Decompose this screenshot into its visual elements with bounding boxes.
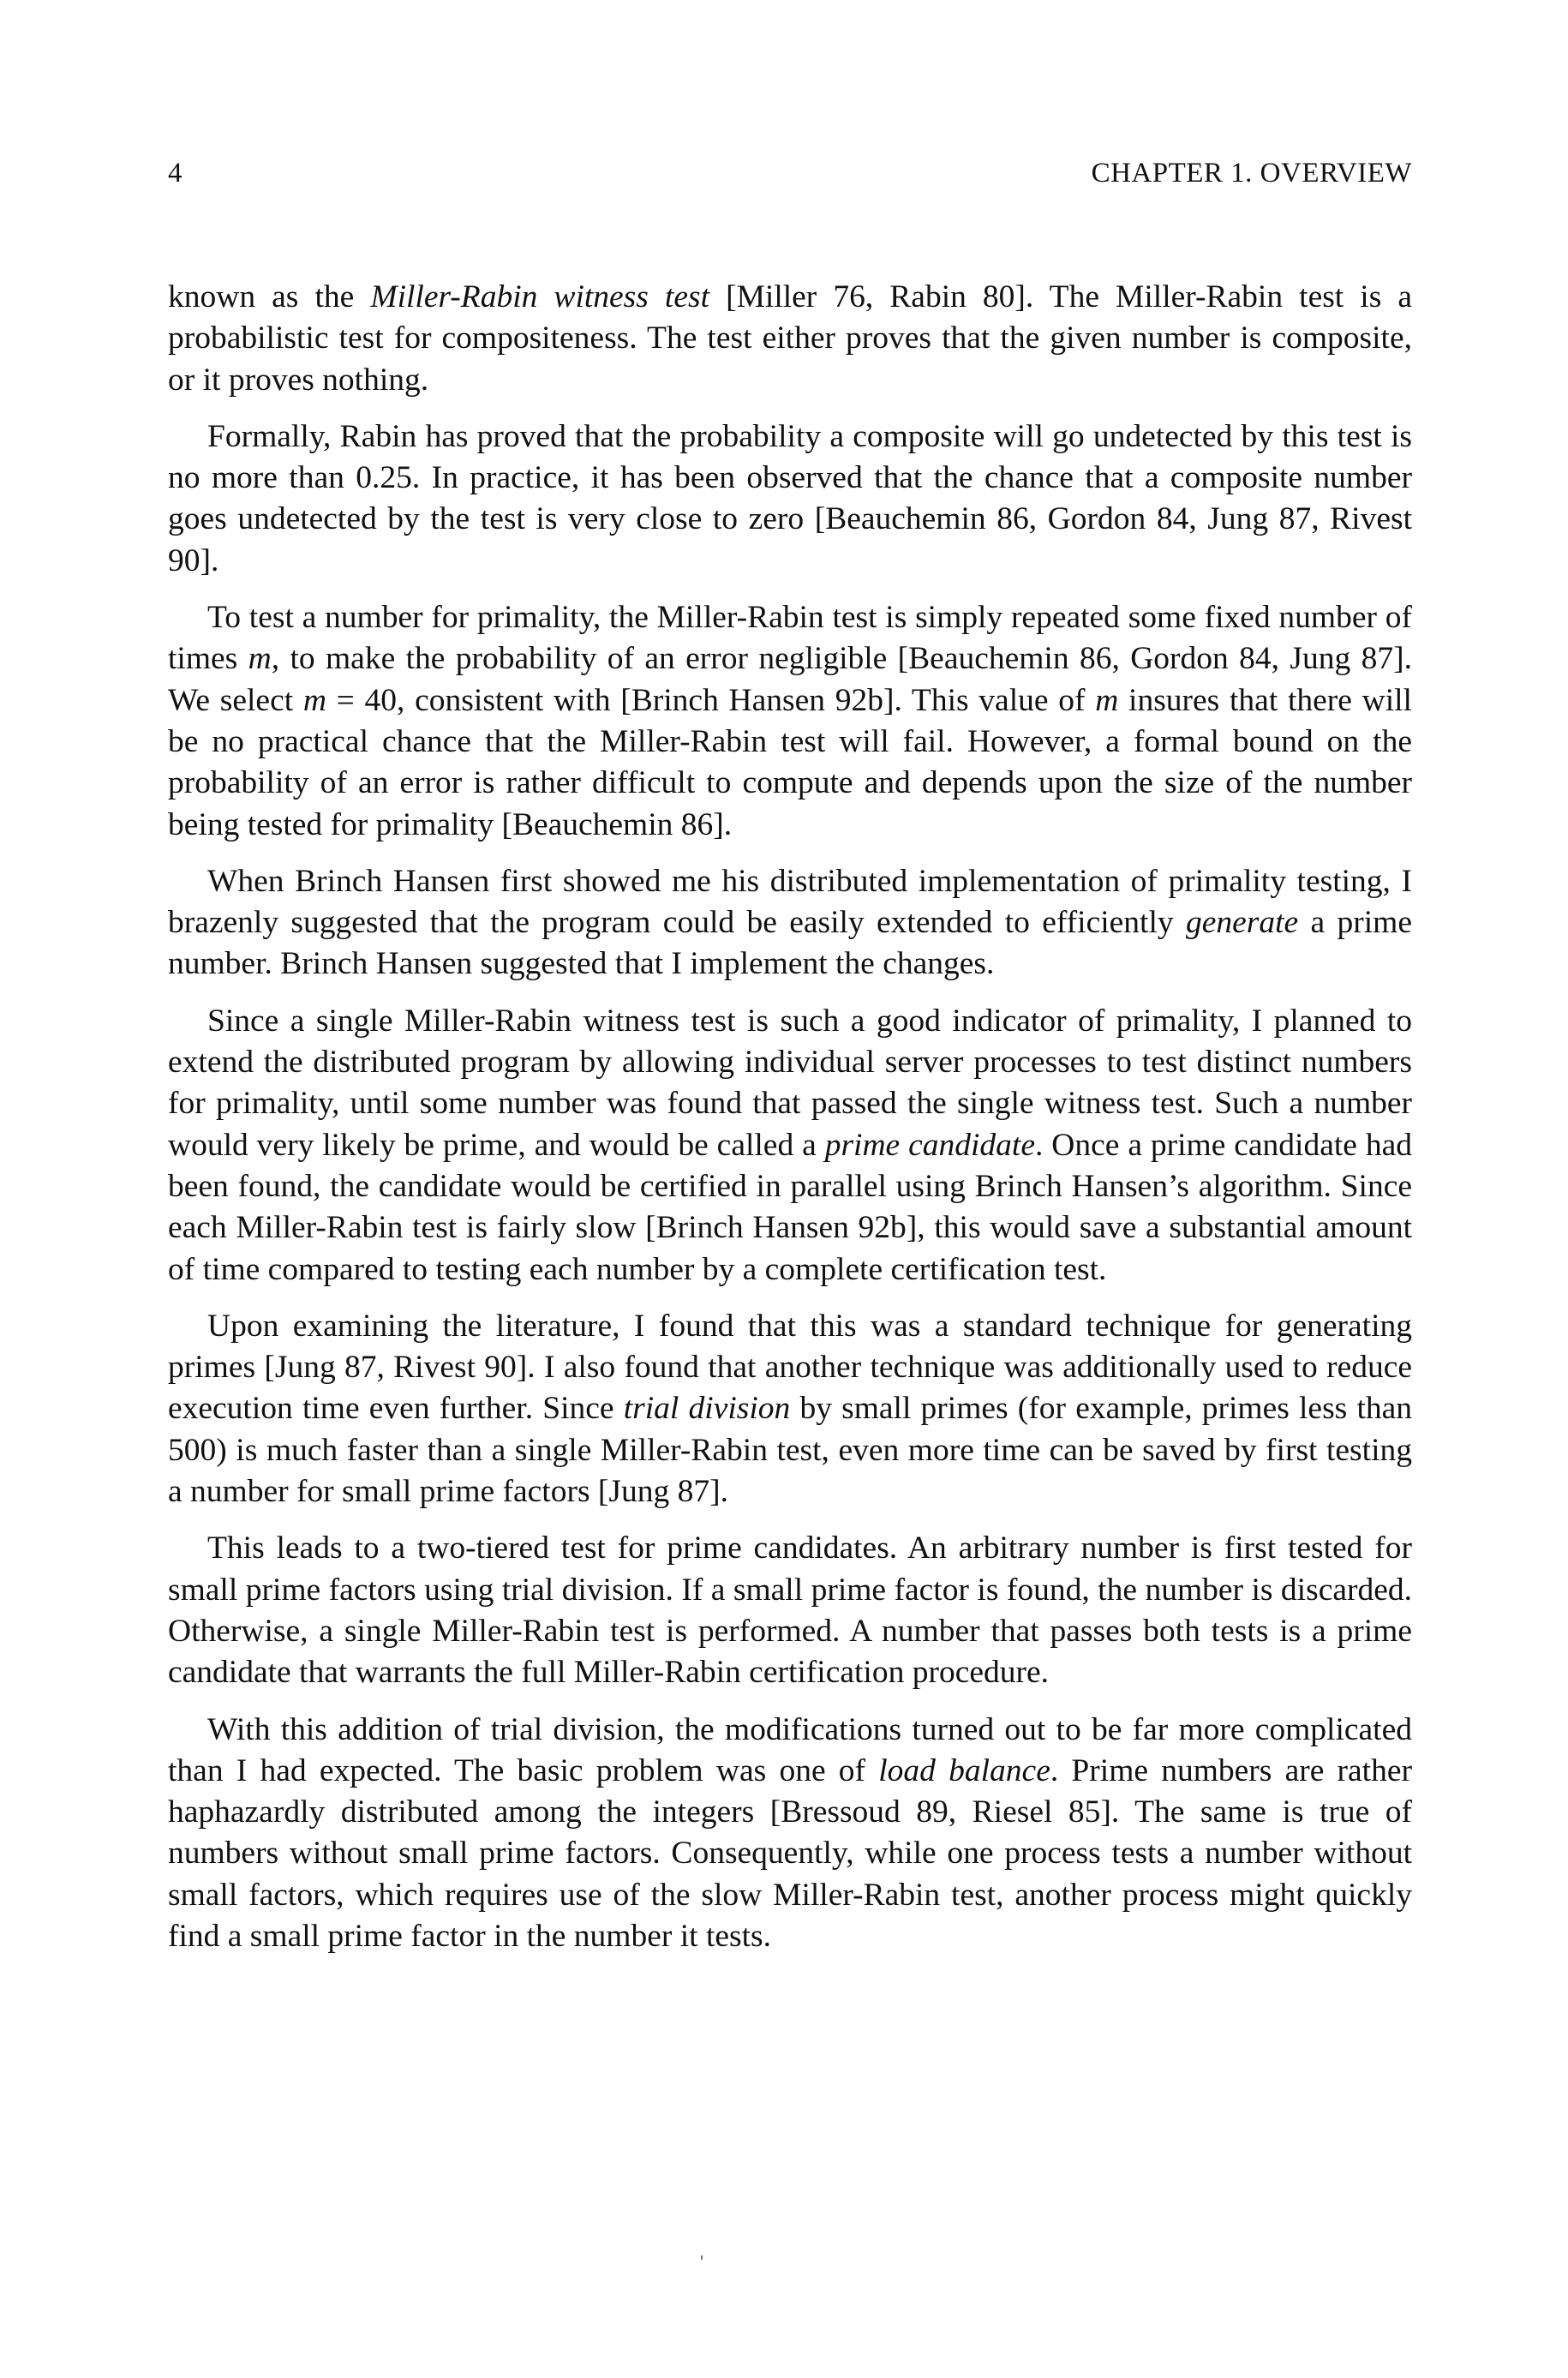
paragraph-1 (168, 277, 1412, 401)
emphasis-term: Miller-Rabin witness test (370, 279, 710, 314)
emphasis-term: load balance (878, 1752, 1050, 1788)
paragraph-6 (168, 1306, 1412, 1512)
text-span: Since a single Miller-Rabin witness test is such a good indicator of primality, I planned to extend the distributed program by allowing individual server processes to test distinct numbers for primality, until some number was found that passed the single witness test. Such a number would very likely be prime, and would be called a (168, 1003, 1412, 1163)
text-span: To test a number for primality, the Miller-Rabin test is simply repeated some fixed number of times (168, 600, 1412, 677)
body-text (168, 277, 1412, 1973)
emphasis-term: generate (1185, 905, 1299, 941)
paragraph-4 (168, 861, 1412, 985)
chapter-title: CHAPTER 1. OVERVIEW (1091, 158, 1412, 189)
paragraph-8 (168, 1710, 1412, 1958)
text-span: . Prime numbers are rather haphazardly distributed among the integers [Bressoud 89, Riesel 85]. The same is true of numbers without small prime factors. Consequently, while one process tests a number without small factors, which requires use of the slow Miller-Rabin test, another process might quickly find a small prime factor in the number it tests. (168, 1752, 1412, 1954)
text-span: = 40, consistent with [Brinch Hansen 92b]. This value of (326, 682, 1096, 718)
paragraph-7 (168, 1528, 1412, 1693)
math-variable: m (302, 682, 326, 718)
emphasis-term: prime candidate (824, 1127, 1035, 1163)
text-span: insures that there will be no practical chance that the Miller-Rabin test will fail. However, a formal bound on the probability of an error is rather difficult to compute and depends upon the size of the number being tested for primality [Beauchemin 86]. (168, 682, 1412, 842)
text-span: Formally, Rabin has proved that the probability a composite will go undetected by this test is no more than 0.25. In practice, it has been observed that the chance that a composite number goes undetected by the test is very close to zero [Beauchemin 86, Gordon 84, Jung 87, Rivest 90]. (168, 418, 1412, 578)
text-span: With this addition of trial division, the modifications turned out to be far more complicated than I had expected. The basic problem was one of (168, 1711, 1412, 1788)
page-number: 4 (168, 158, 183, 189)
text-span: a prime number. Brinch Hansen suggested that I implement the changes. (168, 905, 1412, 982)
math-variable: m (248, 641, 272, 677)
emphasis-term: trial division (623, 1391, 791, 1427)
text-span: [Miller 76, Rabin 80]. The Miller-Rabin test is a probabilistic test for compositeness. The test either proves that the given number is composite, or it proves nothing. (168, 279, 1412, 398)
scan-speck (701, 2255, 703, 2260)
text-span: When Brinch Hansen first showed me his distributed implementation of primality testing, I brazenly suggested that the program could be easily extended to efficiently (168, 863, 1412, 941)
text-span: . Once a prime candidate had been found, the candidate would be certified in parallel using Brinch Hansen’s algorithm. Since each Miller-Rabin test is fairly slow [Brinch Hansen 92b], this would save a substantial amount of time compared to testing each number by a complete certification test. (168, 1127, 1413, 1287)
paragraph-5 (168, 1001, 1412, 1291)
text-span: by small primes (for example, primes less than 500) is much faster than a single Miller-Rabin test, even more time can be saved by first testing a number for small prime factors [Jung 87]. (168, 1391, 1413, 1510)
text-span: , to make the probability of an error negligible [Beauchemin 86, Gordon 84, Jung 87]. We select (168, 641, 1412, 718)
paragraph-3 (168, 597, 1412, 846)
math-variable: m (1095, 682, 1119, 718)
paragraph-2 (168, 416, 1412, 582)
text-span: known as the (168, 279, 371, 314)
text-span: Upon examining the literature, I found that this was a standard technique for generating primes [Jung 87, Rivest 90]. I also found that another technique was additionally used to reduce execution time even further. Since (168, 1308, 1412, 1427)
running-head (168, 154, 1412, 192)
text-span: This leads to a two-tiered test for prime candidates. An arbitrary number is first tested for small prime factors using trial division. If a small prime factor is found, the number is discarded. Otherwise, a single Miller-Rabin test is performed. A number that passes both tests is a prime candidate that warrants the full Miller-Rabin certification procedure. (168, 1530, 1412, 1691)
